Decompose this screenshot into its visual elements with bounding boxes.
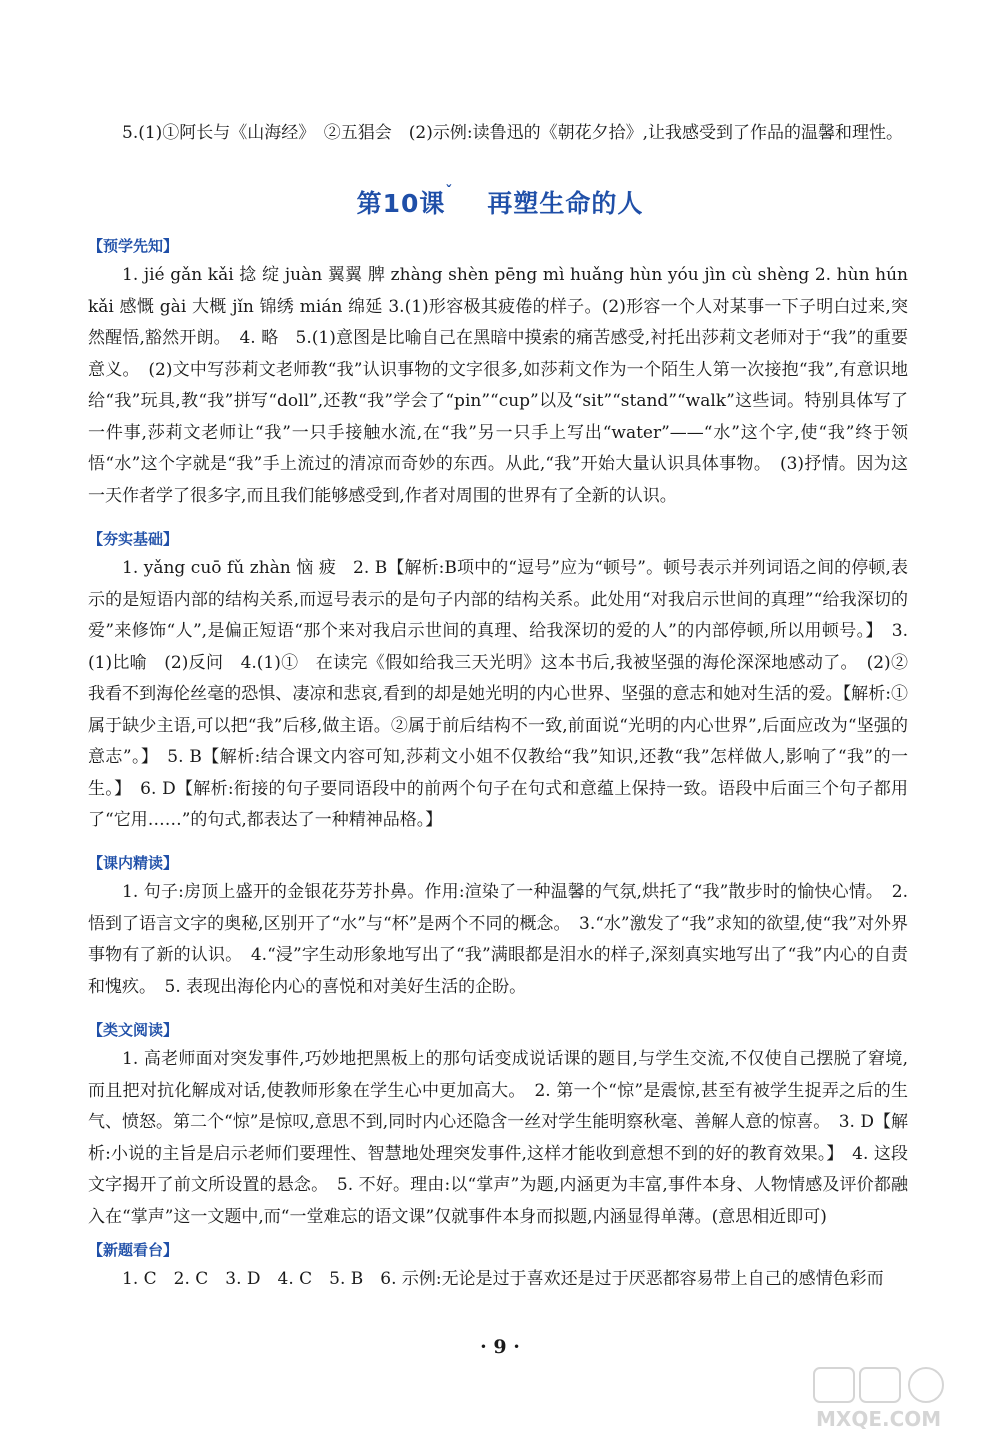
lesson-mark: ˇ — [445, 184, 454, 200]
section-body-new-questions: 1. C 2. C 3. D 4. C 5. B 6. 示例:无论是过于喜欢还是过于厌恶都容易带上自己的感情色彩而 — [122, 1269, 884, 1289]
page-number: · 9 · — [480, 1336, 520, 1358]
watermark-logo — [808, 1362, 988, 1434]
section-body-close-reading: 1. 句子:房顶上盛开的金银花芬芳扑鼻。作用:渲染了一种温馨的气氛,烘托了“我”散步时的愉快心情。 2. 悟到了语言文字的奥秘,区别开了“水”与“杯”是两个不同的概念。 3.“水”激发了“我”求知的欲望,使“我”对外界事物有了新的认识。 4.“浸”字生动形象地写出了“我”满眼都是泪水的样子,深刻真实地写出了“我”内心的自责和愧疚。 5. 表现出海伦内心的喜悦和对美好生活的企盼。 — [88, 882, 908, 997]
section-body-similar-text: 1. 高老师面对突发事件,巧妙地把黑板上的那句话变成说话课的题目,与学生交流,不仅使自己摆脱了窘境,而且把对抗化解成对话,使教师形象在学生心中更加高大。 2. 第一个“惊”是震惊,甚至有被学生捉弄之后的生气、愤怒。第二个“惊”是惊叹,意思不到,同时内心还隐含一丝对学生能明察秋毫、善解人意的惊喜。 3. D【解析:小说的主旨是启示老师们要理性、智慧地处理突发事件,这样才能收到意想不到的好的教育效果。】 4. 这段文字揭开了前文所设置的悬念。 5. 不好。理由:以“掌声”为题,内涵更为丰富,事件本身、人物情感及评价都融入在“掌声”这一文题中,而“一堂难忘的语文课”仅就事件本身而拟题,内涵显得单薄。(意思相近即可) — [88, 1049, 908, 1227]
section-heading-foundation: 【夯实基础】 — [88, 530, 179, 548]
top-answer-item: 5.(1)①阿长与《山海经》 ②五猖会 (2)示例:读鲁迅的《朝花夕拾》,让我感受到了作品的温馨和理性。 — [122, 123, 904, 143]
lesson-title — [0, 184, 1000, 220]
lesson-number: 第10课 — [356, 189, 446, 218]
section-body-prestudy: 1. jié gǎn kǎi 捻 绽 juàn 翼翼 脾 zhàng shèn pēng mì huǎng hùn yóu jìn cù shèng 2. hùn hún kǎi 感慨 gài 大概 jǐn 锦绣 mián 绵延 3.(1)形容极其疲倦的样子。(2)形容一个人对某事一下子明白过来,突然醒悟,豁然开朗。 4. 略 5.(1)意图是比喻自己在黑暗中摸索的痛苦感受,衬托出莎莉文老师对于“我”的重要意义。 (2)文中写莎莉文老师教“我”认识事物的文字很多,如莎莉文作为一个陌生人第一次接抱“我”,有意识地给“我”玩具,教“我”拼写“doll”,还教“我”学会了“pin”“cup”以及“sit”“stand”“walk”这些词。特别具体写了一件事,莎莉文老师让“我”一只手接触水流,在“我”另一只手上写出“water”——“水”这个字,使“我”终于领悟“水”这个字就是“我”手上流过的清凉而奇妙的东西。从此,“我”开始大量认识具体事物。 (3)抒情。因为这一天作者学了很多字,而且我们能够感受到,作者对周围的世界有了全新的认识。 — [88, 265, 908, 506]
lesson-name: 再塑生命的人 — [487, 189, 644, 218]
section-heading-close-reading: 【课内精读】 — [88, 854, 179, 872]
section-heading-new-questions: 【新题看台】 — [88, 1241, 179, 1259]
section-body-foundation: 1. yǎng cuō fǔ zhàn 恼 疲 2. B【解析:B项中的“逗号”应为“顿号”。顿号表示并列词语之间的停顿,表示的是短语内部的结构关系,而逗号表示的是句子内部的结构关系。此处用“对我启示世间的真理”“给我深切的爱”来修饰“人”,是偏正短语“那个来对我启示世间的真理、给我深切的爱的人”的内部停顿,所以用顿号。】 3.(1)比喻 (2)反问 4.(1)① 在读完《假如给我三天光明》这本书后,我被坚强的海伦深深地感动了。 (2)② 我看不到海伦丝毫的恐惧、凄凉和悲哀,看到的却是她光明的内心世界、坚强的意志和她对生活的爱。【解析:①属于缺少主语,可以把“我”后移,做主语。②属于前后结构不一致,前面说“光明的内心世界”,后面应改为“坚强的意志”。】 5. B【解析:结合课文内容可知,莎莉文小姐不仅教给“我”知识,还教“我”怎样做人,影响了“我”的一生。】 6. D【解析:衔接的句子要同语段中的前两个句子在句式和意蕴上保持一致。语段中后面三个句子都用了“它用……”的句式,都表达了一种精神品格。】 — [88, 558, 925, 830]
svg-text:MXQE.COM: MXQE.COM — [816, 1407, 942, 1431]
section-heading-similar-text: 【类文阅读】 — [88, 1021, 179, 1039]
section-heading-prestudy: 【预学先知】 — [88, 237, 179, 255]
